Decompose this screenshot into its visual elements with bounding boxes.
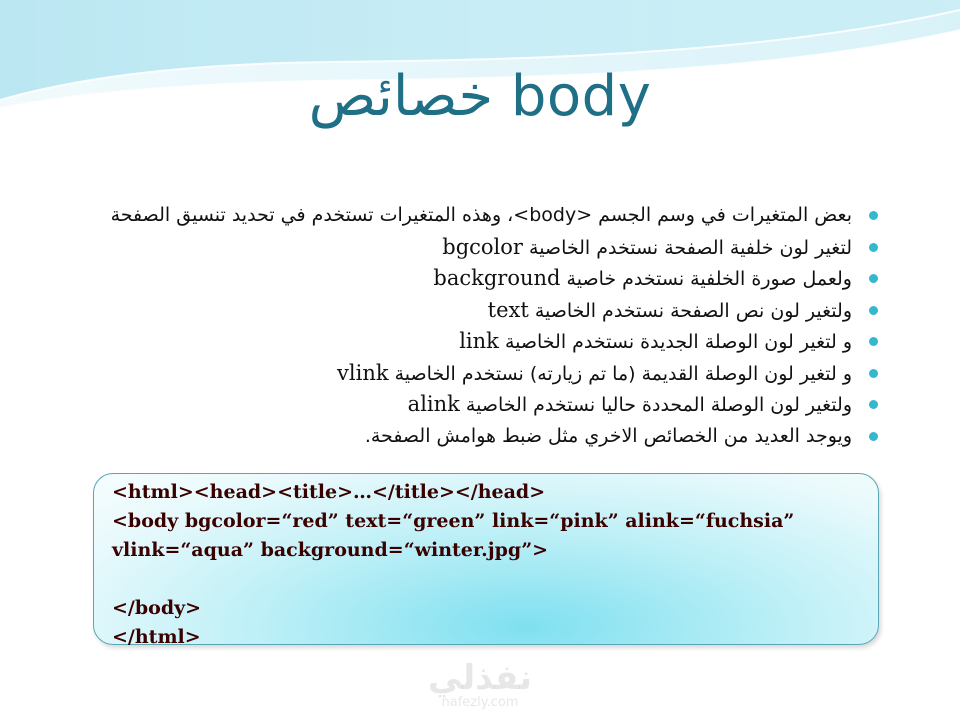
bullet-list [58,200,878,452]
bullet-text: بعض المتغيرات في وسم الجسم <body>، وهذه المتغيرات تستخدم في تحديد تنسيق الصفحة [110,204,852,226]
bullet-dot-icon [869,306,878,315]
bullet-keyword: background [433,266,561,290]
bullet-keyword: alink [407,392,460,416]
bullet-text: ولتغير لون الوصلة المحددة حاليا نستخدم الخاصية [465,394,852,416]
bullet-keyword: link [459,329,499,353]
bullet-text: و لتغير لون الوصلة القديمة (ما تم زيارته) نستخدم الخاصية [394,362,852,385]
bullet-dot-icon [869,400,878,409]
code-line: <html><head><title>…</title></head> [112,481,546,503]
bullet-text: و لتغير لون الوصلة الجديدة نستخدم الخاصية [504,331,852,353]
bullet-item [58,263,878,295]
bullet-dot-icon [869,243,878,252]
code-line: vlink=“aqua” background=“winter.jpg”> [112,539,549,561]
bullet-item [58,326,878,358]
watermark-logo [380,660,580,710]
code-example-box [93,473,879,648]
bullet-text: ولتغير لون نص الصفحة نستخدم الخاصية [534,299,852,322]
watermark-text: نفذلي [427,658,533,698]
code-line: </body> [112,597,202,619]
bullet-item [58,421,878,453]
bullet-text: ولعمل صورة الخلفية نستخدم خاصية [566,268,852,290]
bullet-item [58,200,878,232]
bullet-item [58,389,878,421]
bullet-dot-icon [869,274,878,283]
bullet-dot-icon [869,211,878,220]
code-line [112,565,860,594]
bullet-item [58,232,878,264]
bullet-item [58,295,878,327]
watermark-url: nafezly.com [441,695,519,710]
code-line: <body bgcolor=“red” text=“green” link=“pink” alink=“fuchsia” [112,510,795,532]
bullet-keyword: vlink [337,360,389,385]
code-line: </html> [112,626,201,648]
bullet-keyword: text [487,297,529,322]
bullet-dot-icon [869,337,878,346]
bullet-item [58,358,878,390]
bullet-keyword: bgcolor [442,234,523,259]
bullet-dot-icon [869,432,878,441]
bullet-text: ويوجد العديد من الخصائص الاخري مثل ضبط هوامش الصفحة. [364,424,852,447]
bullet-text: لتغير لون خلفية الصفحة نستخدم الخاصية [529,236,852,259]
bullet-dot-icon [869,369,878,378]
slide-title: خصائص body [308,64,652,129]
